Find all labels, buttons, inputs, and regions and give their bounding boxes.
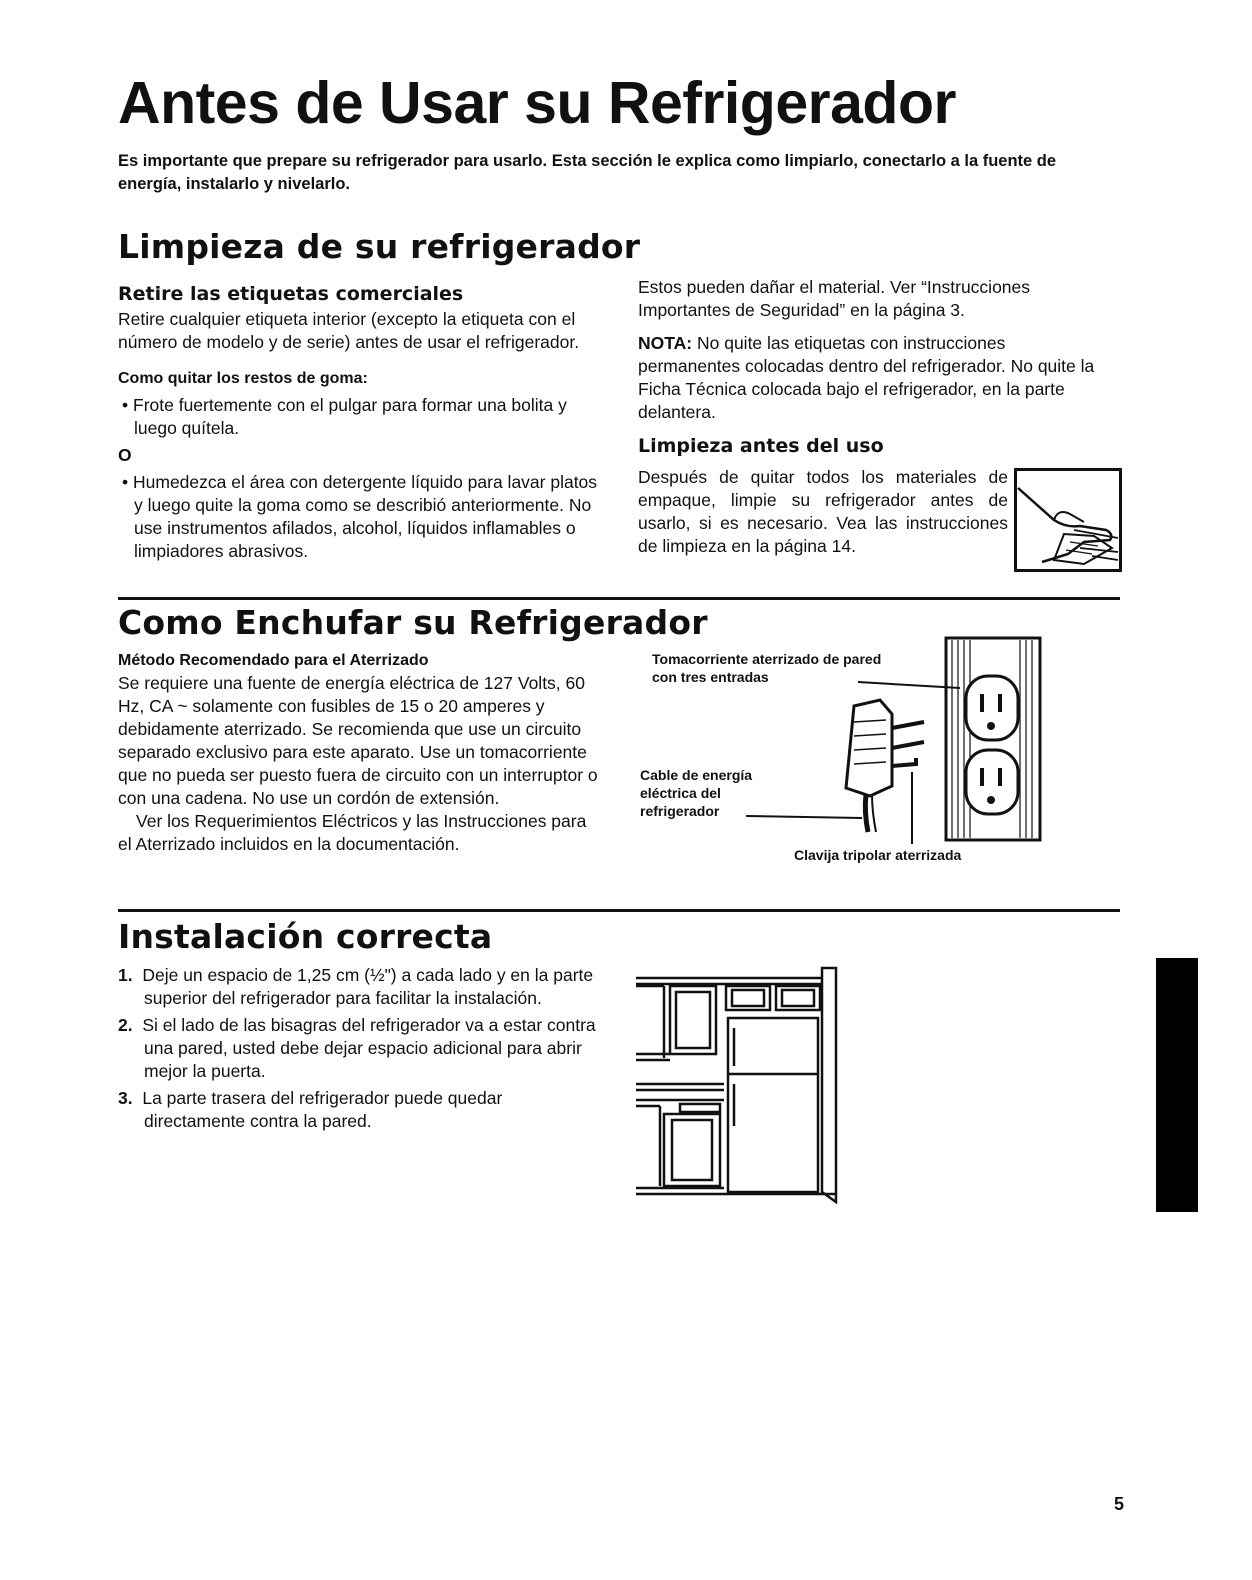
page-title: Antes de Usar su Refrigerador xyxy=(118,70,956,136)
refrigerator-installation-illustration xyxy=(636,966,842,1204)
before-use-body: Después de quitar todos los materiales de empaque, limpie su refrigerador antes de usarlo, si es necesario. Vea las instrucciones de limpieza en la página 14. xyxy=(638,467,1008,556)
page-number: 5 xyxy=(1113,1494,1124,1514)
labels-continued: Estos pueden dañar el material. Ver “Instrucciones Importantes de Seguridad” en la página 3. xyxy=(638,277,1031,320)
grounded-outlet-diagram xyxy=(640,636,1042,844)
bullet-detergent: • Humedezca el área con detergente líquido para lavar platos y luego quite la goma como se describió anteriormente. No use instrumentos afilados, alcohol, líquidos inflamables o limpiadores abrasivos. xyxy=(122,472,598,561)
glue-heading: Como quitar los restos de goma: xyxy=(118,370,368,387)
before-use-heading: Limpieza antes del uso xyxy=(638,435,884,457)
labels-body: Retire cualquier etiqueta interior (excepto la etiqueta con el número de modelo y de serie) antes de usar el refrigerador. xyxy=(118,309,580,352)
note-paragraph: NOTA: No quite las etiquetas con instrucciones permanentes colocadas dentro del refrigerador. No quite la Ficha Técnica colocada bajo el refrigerador, en la parte delantera. xyxy=(638,333,1095,422)
plug-body-1: Se requiere una fuente de energía eléctrica de 127 Volts, 60 Hz, CA ~ solamente con fusibles de 15 o 20 amperes y debidamente aterrizado. Se recomienda que use un circuito separado exclusivo para este aparato. Use un tomacorriente que no pueda ser puesto fuera de circuito con un interruptor o con una cadena. No use un cordón de extensión. xyxy=(118,673,598,808)
method-heading: Método Recomendado para el Aterrizado xyxy=(118,652,429,669)
wiping-hand-illustration xyxy=(1014,468,1122,572)
or-word: O xyxy=(118,445,132,465)
section-tab-marker xyxy=(1156,958,1198,1212)
outlet-label: Tomacorriente aterrizado de pared con tres entradas xyxy=(652,651,882,685)
cleaning-heading: Limpieza de su refrigerador xyxy=(118,227,641,266)
install-item: 2. Si el lado de las bisagras del refrigerador va a estar contra una pared, usted debe dejar espacio adicional para abrir mejor la puerta. xyxy=(118,1015,596,1081)
section-divider-2 xyxy=(118,909,1120,912)
note-label: NOTA: xyxy=(638,333,693,353)
bullet-rub: • Frote fuertemente con el pulgar para formar una bolita y luego quítela. xyxy=(122,395,567,438)
install-item: 3. La parte trasera del refrigerador puede quedar directamente contra la pared. xyxy=(118,1088,503,1131)
plug-label: Clavija tripolar aterrizada xyxy=(794,847,962,863)
plug-heading: Como Enchufar su Refrigerador xyxy=(118,603,708,642)
section-divider xyxy=(118,597,1120,600)
cord-label: Cable de energía eléctrica del refrigerador xyxy=(640,767,753,819)
plug-body-2: Ver los Requerimientos Eléctricos y las Instrucciones para el Aterrizado incluidos en la documentación. xyxy=(118,811,587,854)
cleaning-left-column xyxy=(118,282,608,563)
cleaning-right-column xyxy=(638,276,1106,458)
install-item: 1. Deje un espacio de 1,25 cm (½") a cada lado y en la parte superior del refrigerador para facilitar la instalación. xyxy=(118,965,594,1008)
plug-text-column xyxy=(118,650,598,856)
labels-heading: Retire las etiquetas comerciales xyxy=(118,283,464,305)
intro-paragraph: Es importante que prepare su refrigerador para usarlo. Esta sección le explica como limpiarlo, conectarlo a la fuente de energía, instalarlo y nivelarlo. xyxy=(118,152,1057,193)
install-list xyxy=(118,964,604,1137)
install-heading: Instalación correcta xyxy=(118,917,493,956)
